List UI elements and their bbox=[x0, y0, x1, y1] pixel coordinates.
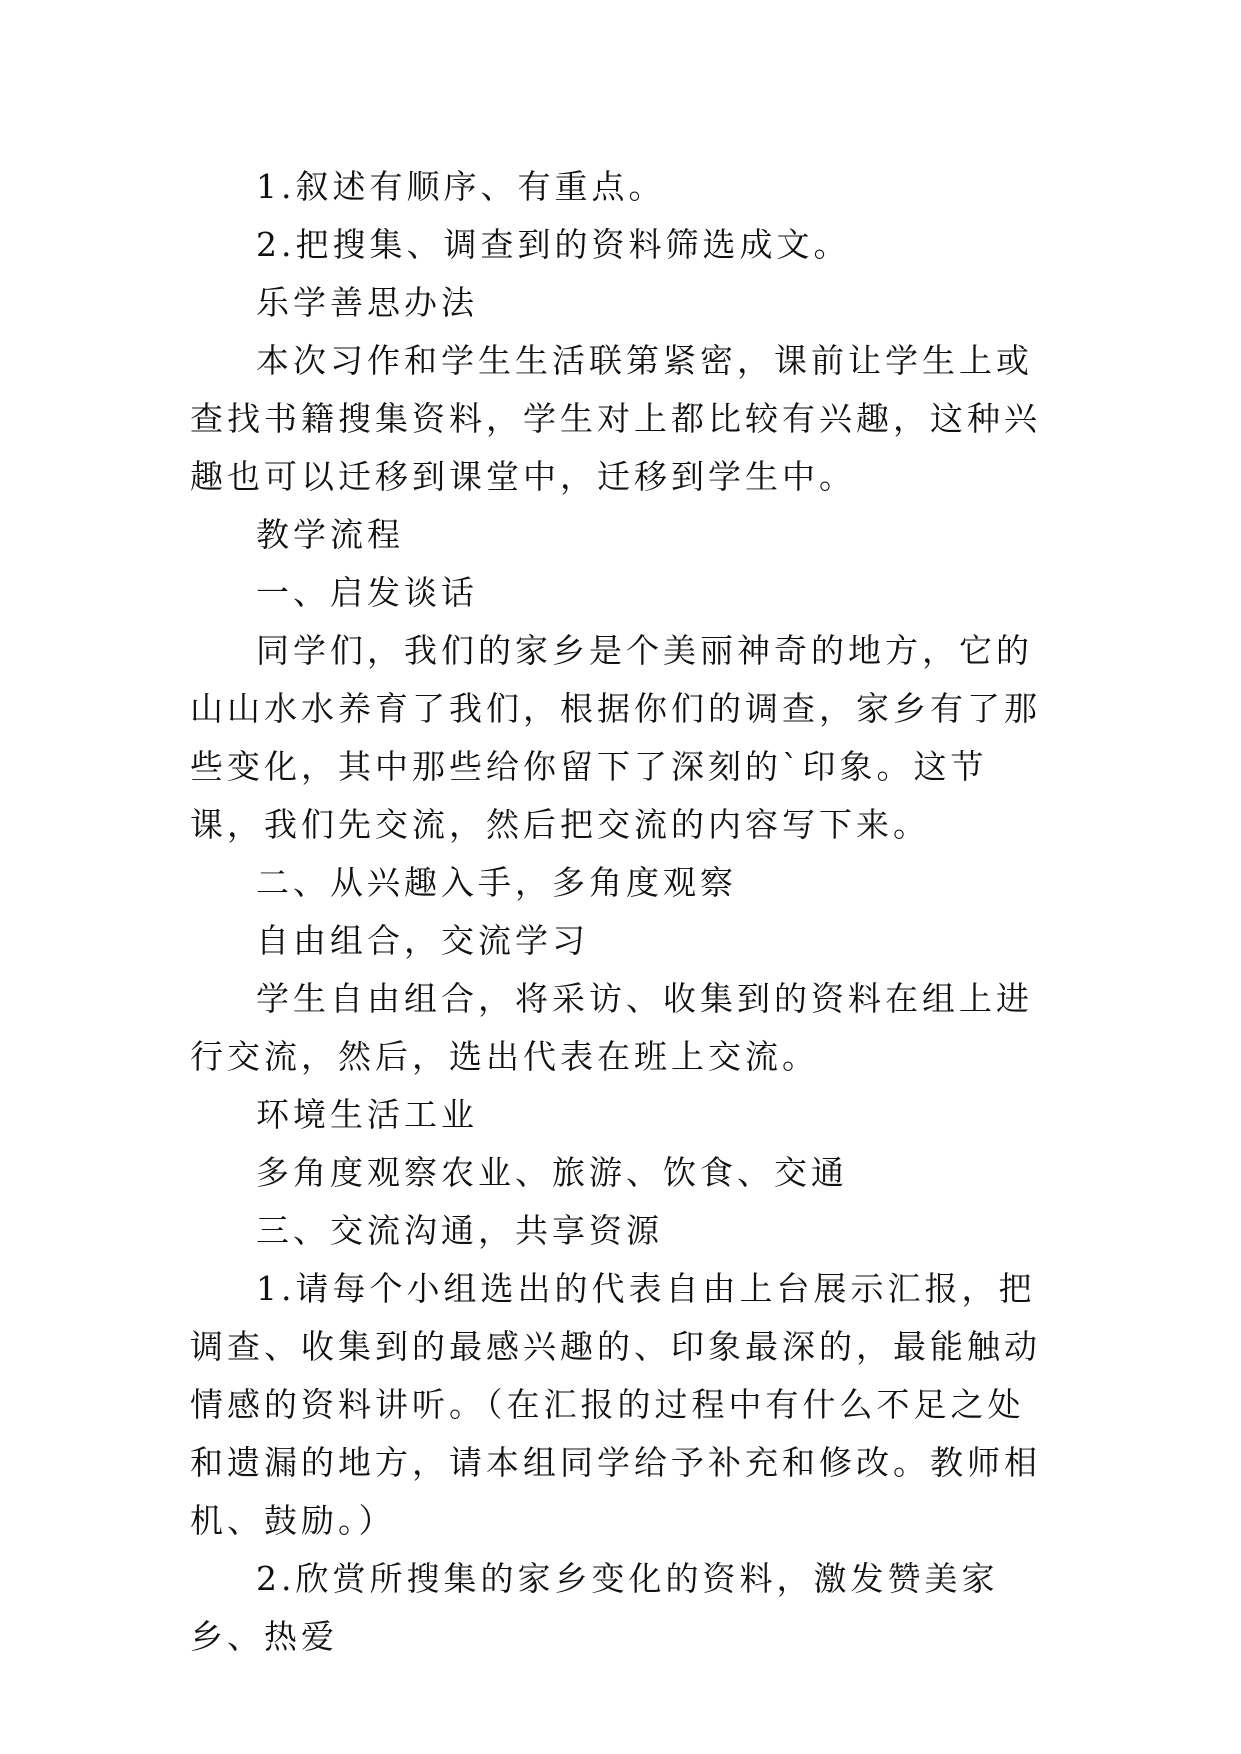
document-body bbox=[190, 158, 1050, 1666]
paragraph-section-1: 同学们，我们的家乡是个美丽神奇的地方，它的山山水水养育了我们，根据你们的调查，家乡有了那些变化，其中那些给你留下了深刻的`印象。这节课，我们先交流，然后把交流的内容写下来。 bbox=[190, 631, 1041, 844]
heading-teaching-process: 教学流程 bbox=[256, 515, 404, 554]
paragraph-goal-2: 2.把搜集、调查到的资料筛选成文。 bbox=[256, 225, 851, 264]
heading-method: 乐学善思办法 bbox=[256, 283, 478, 322]
heading-section-3: 三、交流沟通，共享资源 bbox=[256, 1211, 663, 1250]
paragraph-section-3-item-2: 2.欣赏所搜集的家乡变化的资料，激发赞美家乡、热爱 bbox=[190, 1559, 999, 1656]
heading-section-1: 一、启发谈话 bbox=[256, 573, 478, 612]
subheading-free-group: 自由组合，交流学习 bbox=[256, 921, 589, 960]
paragraph-section-3-item-1: 1.请每个小组选出的代表自由上台展示汇报，把调查、收集到的最感兴趣的、印象最深的，最能触动情感的资料讲听。（在汇报的过程中有什么不足之处和遗漏的地方，请本组同学给予补充和修改。教师相机、鼓励。） bbox=[190, 1269, 1041, 1540]
paragraph-method: 本次习作和学生生活联第紧密，课前让学生上或查找书籍搜集资料，学生对上都比较有兴趣，这种兴趣也可以迁移到课堂中，迁移到学生中。 bbox=[190, 341, 1041, 496]
paragraph-free-group: 学生自由组合，将采访、收集到的资料在组上进行交流，然后，选出代表在班上交流。 bbox=[190, 979, 1033, 1076]
paragraph-goal-1: 1.叙述有顺序、有重点。 bbox=[256, 167, 666, 206]
heading-section-2: 二、从兴趣入手，多角度观察 bbox=[256, 863, 737, 902]
line-multi-angle: 多角度观察农业、旅游、饮食、交通 bbox=[256, 1153, 848, 1192]
line-environment: 环境生活工业 bbox=[256, 1095, 478, 1134]
